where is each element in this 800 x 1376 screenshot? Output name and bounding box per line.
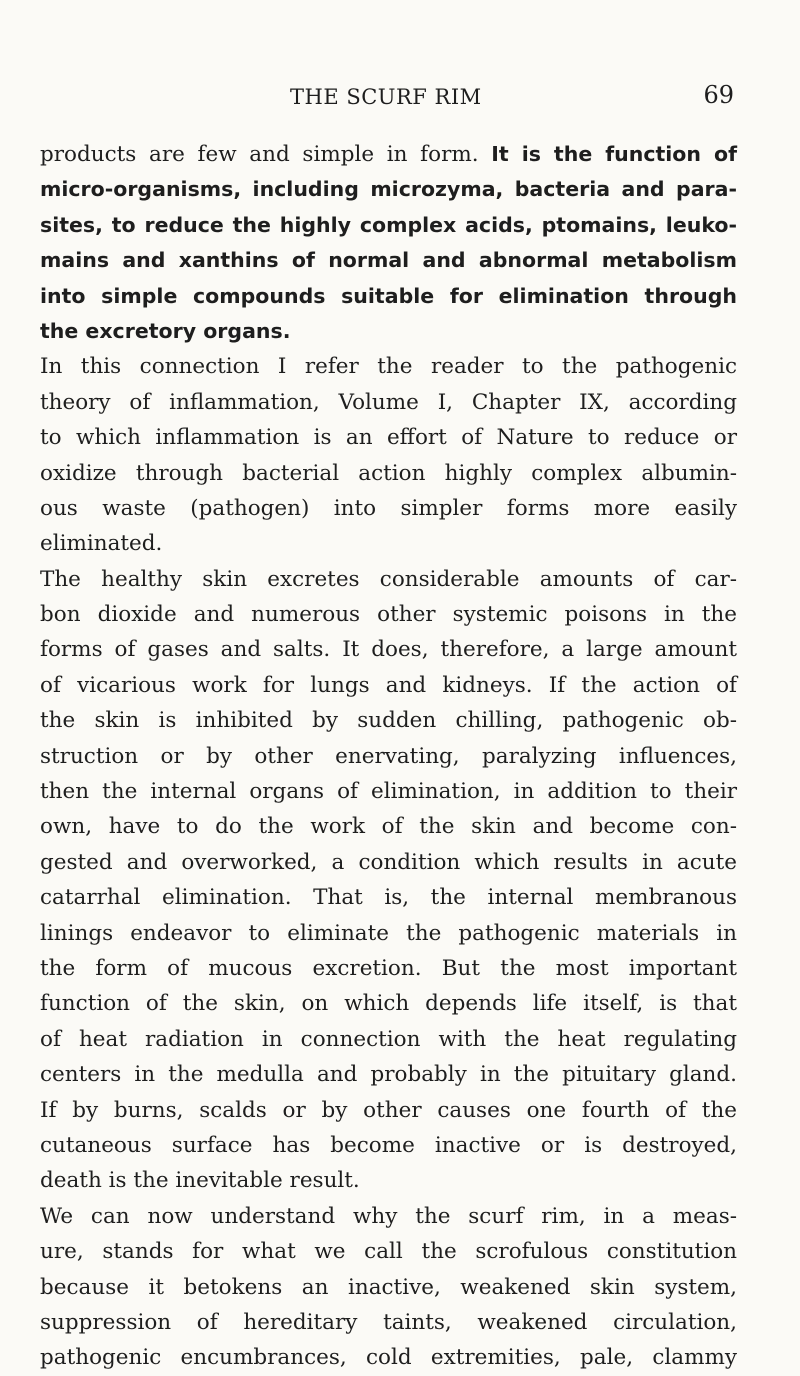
text-line: because it betokens an inactive, weakened skin system, [40,1274,737,1300]
text-line: theory of inflammation, Volume I, Chapter IX, according [40,389,737,415]
text-line: death is the inevitable result. [40,1168,360,1194]
text-line: then the internal organs of elimination, in addition to their [40,779,737,805]
text-line-bold: It is the function of [491,142,737,166]
text-line: centers in the medulla and probably in the pituitary gland. [40,1062,737,1088]
text-line: to which inflammation is an effort of Nature to reduce or [40,425,737,451]
text-line: We can now understand why the scurf rim, in a meas- [40,1203,737,1229]
text-line: pathogenic encumbrances, cold extremities, pale, clammy [40,1345,737,1371]
text-line: The healthy skin excretes considerable amounts of car- [40,566,737,592]
text-line: of vicarious work for lungs and kidneys. If the action of [40,672,737,698]
text-line: ure, stands for what we call the scrofulous constitution [40,1239,737,1265]
text-line: sites, to reduce the highly complex acids, ptomains, leuko- [40,212,737,237]
text-line: In this connection I refer the reader to the pathogenic [40,354,737,380]
text-line: eliminated. [40,531,163,557]
text-line: catarrhal elimination. That is, the internal membranous [40,885,737,911]
text-line: linings endeavor to eliminate the pathogenic materials in [40,920,737,946]
text-line: own, have to do the work of the skin and become con- [40,814,737,840]
text-line: ous waste (pathogen) into simpler forms more easily [40,495,737,521]
text-line: forms of gases and salts. It does, therefore, a large amount [40,637,737,663]
text-line: micro-organisms, including microzyma, bacteria and para- [40,177,737,202]
text-line: the form of mucous excretion. But the most important [40,955,737,981]
text-line: into simple compounds suitable for elimination through [40,283,737,308]
text-line: If by burns, scalds or by other causes one fourth of the [40,1097,737,1123]
page-number: 69 [703,81,734,109]
text-line: gested and overworked, a condition which results in acute [40,849,737,875]
running-head: THE SCURF RIM [290,85,482,109]
body-text [40,137,737,1376]
text-line: mains and xanthins of normal and abnormal metabolism [40,248,737,273]
text-line: the skin is inhibited by sudden chilling, pathogenic ob- [40,708,737,734]
text-line: the excretory organs. [40,318,291,343]
text-line: function of the skin, on which depends life itself, is that [40,991,737,1017]
text-line: bon dioxide and numerous other systemic poisons in the [40,602,737,628]
text-line: oxidize through bacterial action highly complex albumin- [40,460,737,486]
text-line: suppression of hereditary taints, weakened circulation, [40,1309,737,1335]
text-line: struction or by other enervating, paralyzing influences, [40,743,737,769]
text-line: cutaneous surface has become inactive or is destroyed, [40,1132,737,1158]
text-line-normal: products are few and simple in form. [40,142,492,167]
text-line: of heat radiation in connection with the heat regulating [40,1026,737,1052]
text-line [40,137,737,172]
